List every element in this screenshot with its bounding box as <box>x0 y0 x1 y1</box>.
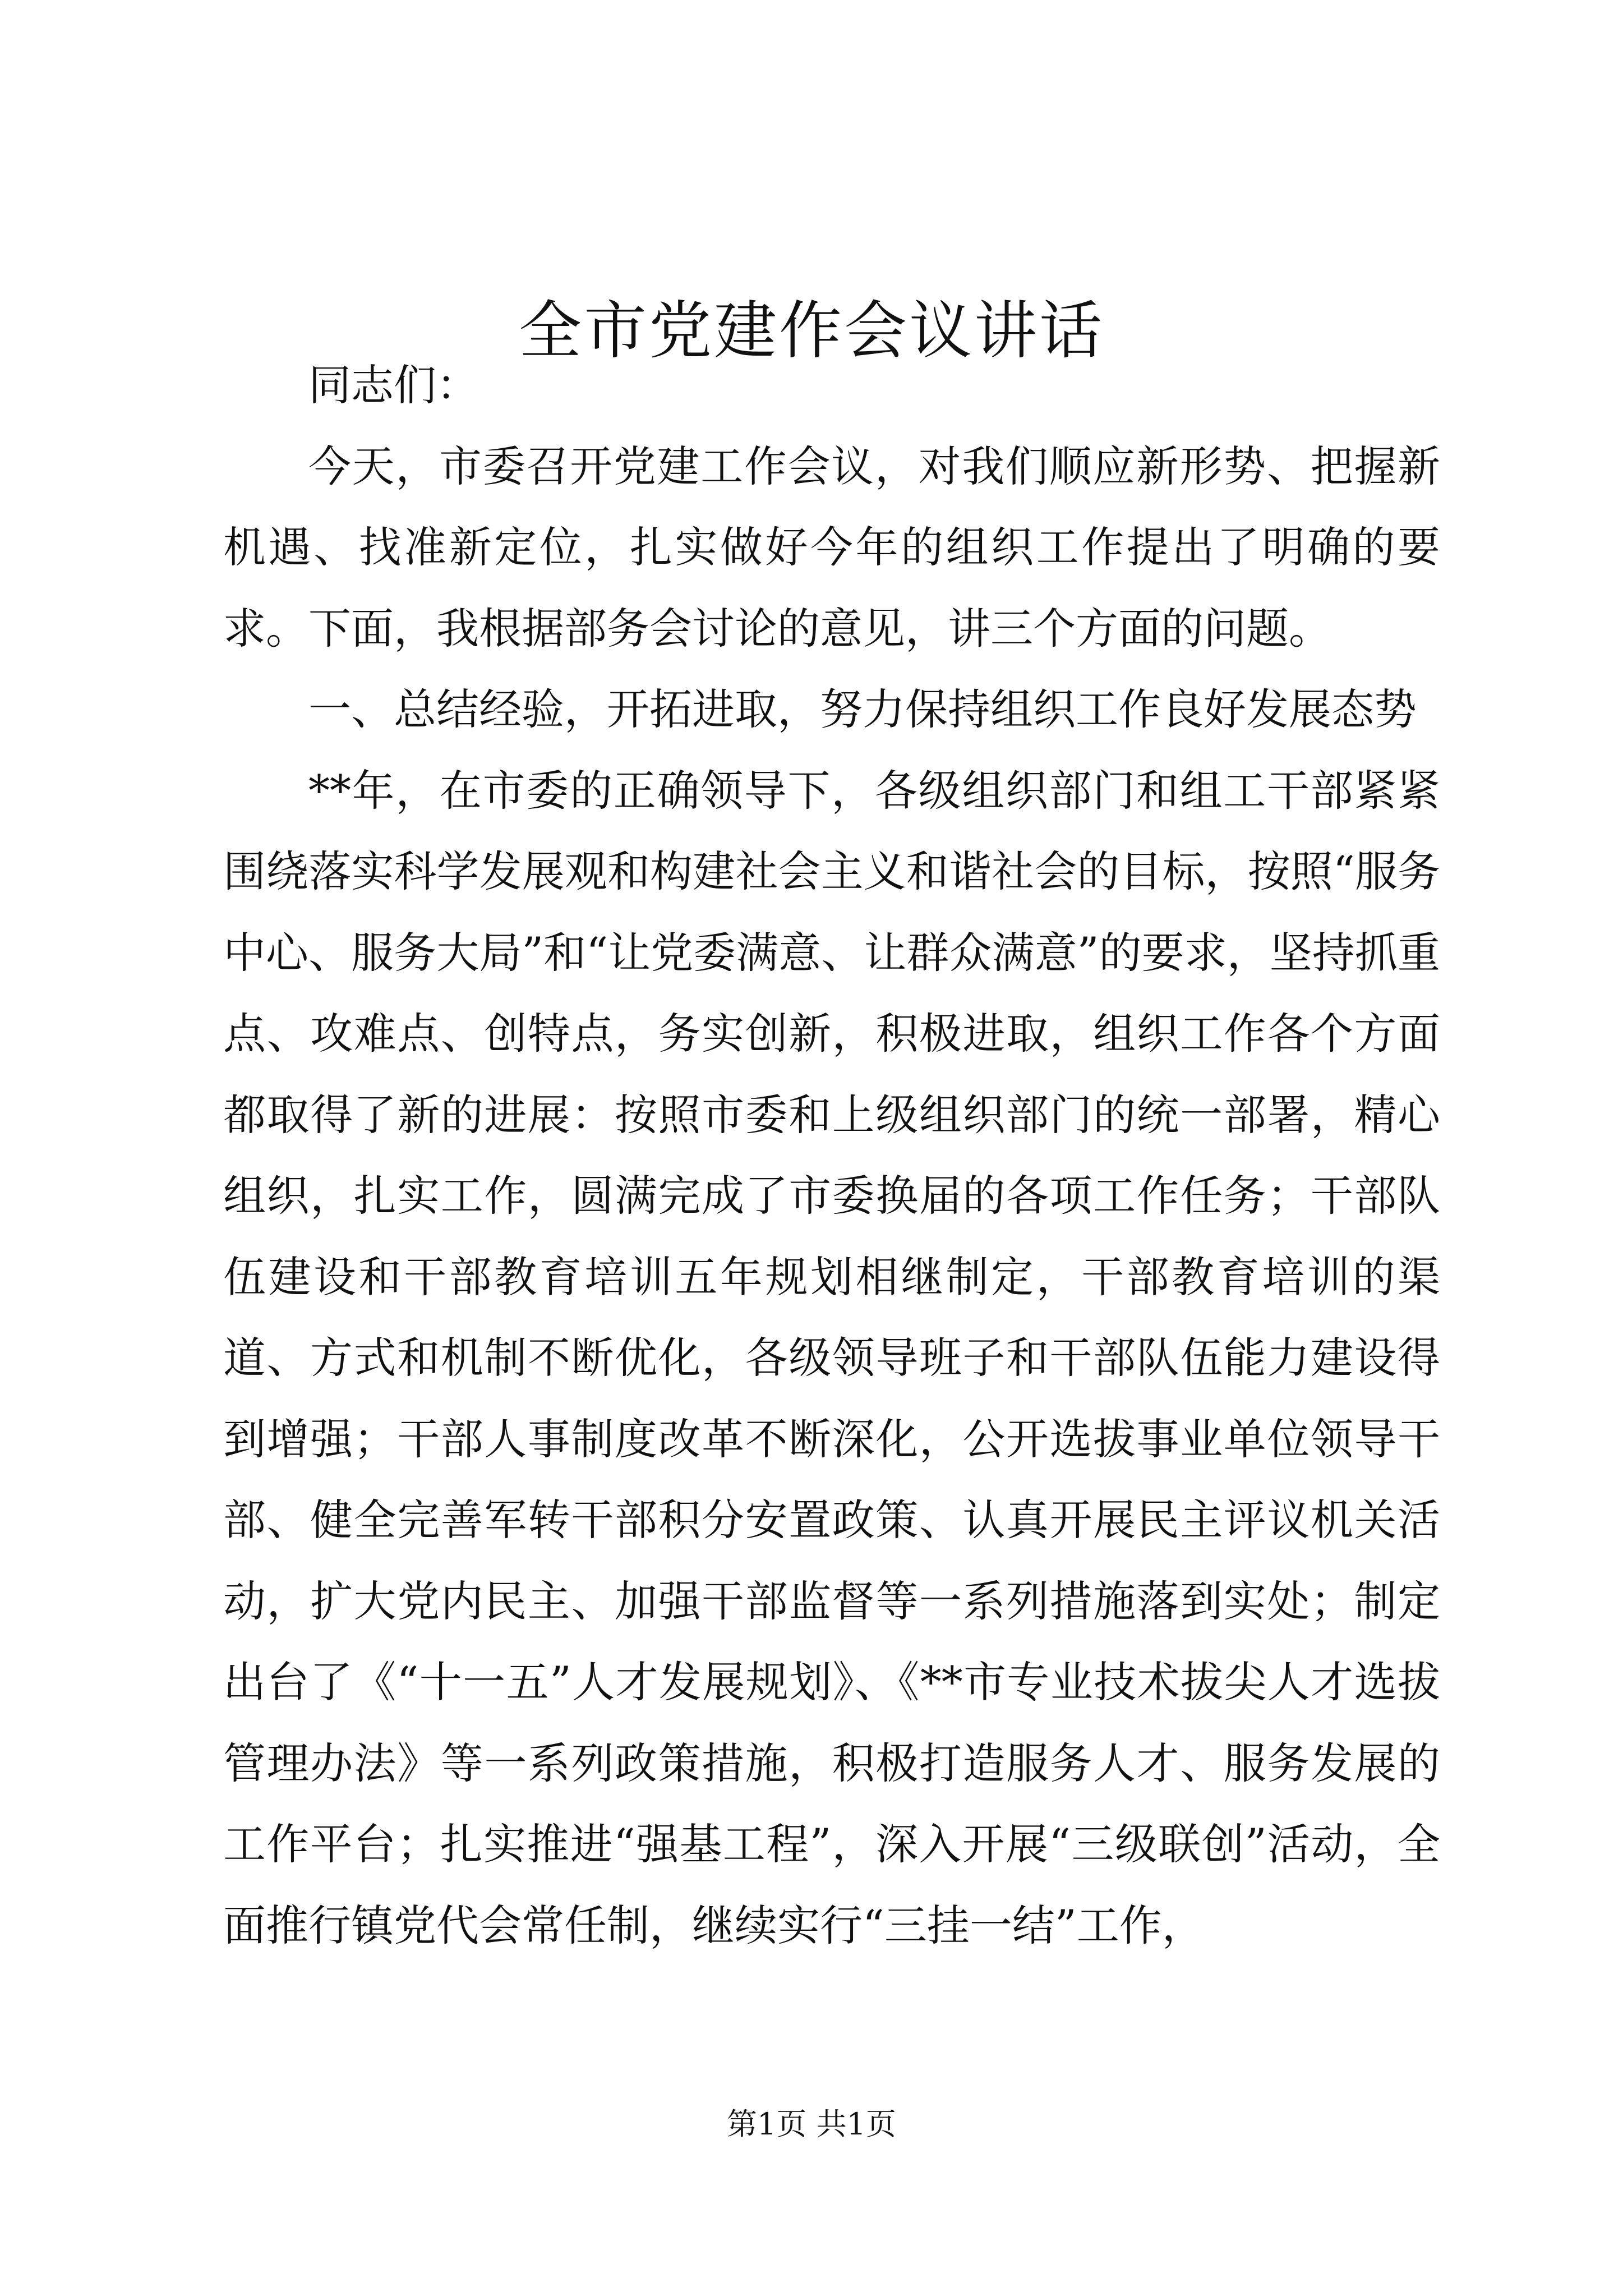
section-heading: 一、总结经验，开拓进取，努力保持组织工作良好发展态势 <box>308 684 1417 734</box>
body-paragraph: **年，在市委的正确领导下，各级组织部门和组工干部紧紧围绕落实科学发展观和构建社会主义和谐社会的目标，按照“服务中心、服务大局”和“让党委满意、让群众满意”的要求，坚持抓重点、攻难点、创特点，务实创新，积极进取，组织工作各个方面都取得了新的进展：按照市委和上级组织部门的统一部署，精心组织，扎实工作，圆满完成了市委换届的各项工作任务；干部队伍建设和干部教育培训五年规划相继制定，干部教育培训的渠道、方式和机制不断优化，各级领导班子和干部队伍能力建设得到增强；干部人事制度改革不断深化，公开选拔事业单位领导干部、健全完善军转干部积分安置政策、认真开展民主评议机关活动，扩大党内民主、加强干部监督等一系列措施落到实处；制定出台了《“十一五”人才发展规划》、《**市专业技术拔尖人才选拔管理办法》等一系列政策措施，积极打造服务人才、服务发展的工作平台；扎实推进“强基工程”，深入开展“三级联创”活动，全面推行镇党代会常任制，继续实行“三挂一结”工作， <box>223 765 1440 1950</box>
page-footer: 第1页 共1页 <box>727 2106 896 2142</box>
document-body <box>223 345 1440 1966</box>
intro-paragraph: 今天，市委召开党建工作会议，对我们顺应新形势、把握新机遇、找准新定位，扎实做好今年的组织工作提出了明确的要求。下面，我根据部务会讨论的意见，讲三个方面的问题。 <box>223 441 1440 654</box>
document-title: 全市党建作会议讲话 <box>519 295 1104 367</box>
salutation-paragraph: 同志们： <box>308 360 479 410</box>
